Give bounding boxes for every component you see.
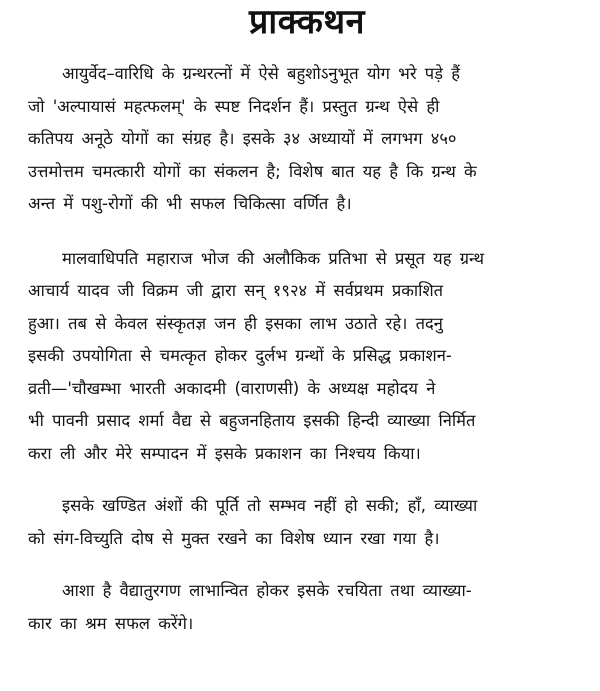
paragraph-line: कार का श्रम सफल करेंगे। [28, 613, 194, 633]
paragraph-line: इसके खण्डित अंशों की पूर्ति तो सम्भव नहीं हो सकी; हाँ, व्याख्या [62, 496, 478, 515]
page-title: प्राक्कथन [249, 2, 365, 42]
paragraph-line: आशा है वैद्यातुरगण लाभान्वित होकर इसके रचयिता तथा व्याख्या- [62, 581, 472, 600]
paragraph-3 [28, 490, 586, 555]
paragraph-line: उत्तमोत्तम चमत्कारी योगों का संकलन है; विशेष बात यह है कि ग्रन्थ के [28, 161, 477, 181]
paragraph-line: व्रती—'चौखम्भा भारती अकादमी (वाराणसी) के अध्यक्ष महोदय ने [28, 378, 436, 398]
paragraph-2 [28, 243, 586, 471]
paragraph-line: अन्त में पशु-रोगों की भी सफल चिकित्सा वर्णित है। [28, 194, 352, 213]
paragraph-line: मालवाधिपति महाराज भोज की अलौकिक प्रतिभा से प्रसूत यह ग्रन्थ [62, 248, 484, 268]
paragraph-1 [28, 58, 586, 221]
paragraph-line: कतिपय अनूठे योगों का संग्रह है। इसके ३४ अध्यायों में लगभग ४५० [28, 129, 457, 148]
paragraph-line: जो 'अल्पायासं महत्फलम्' के स्पष्ट निदर्शन हैं। प्रस्तुत ग्रन्थ ऐसे ही [28, 96, 440, 116]
paragraph-line: भी पावनी प्रसाद शर्मा वैद्य से बहुजनहिताय इसकी हिन्दी व्याख्या निर्मित [28, 411, 476, 430]
paragraph-line: आयुर्वेद–वारिधि के ग्रन्थरत्नों में ऐसे बहुशोऽनुभूत योग भरे पड़े हैं [62, 64, 461, 83]
paragraph-line: करा ली और मेरे सम्पादन में इसके प्रकाशन का निश्चय किया। [28, 443, 421, 463]
paragraph-line: को संग-विच्युति दोष से मुक्त रखने का विशेष ध्यान रखा गया है। [28, 528, 440, 548]
paragraph-line: हुआ। तब से केवल संस्कृतज्ञ जन ही इसका लाभ उठाते रहे। तदनु [28, 313, 443, 333]
paragraph-4 [28, 575, 586, 640]
paragraph-line: आचार्य यादव जी विक्रम जी द्वारा सन् १९२४ में सर्वप्रथम प्रकाशित [28, 281, 444, 300]
paragraph-line: इसकी उपयोगिता से चमत्कृत होकर दुर्लभ ग्रन्थों के प्रसिद्ध प्रकाशन- [28, 346, 452, 365]
